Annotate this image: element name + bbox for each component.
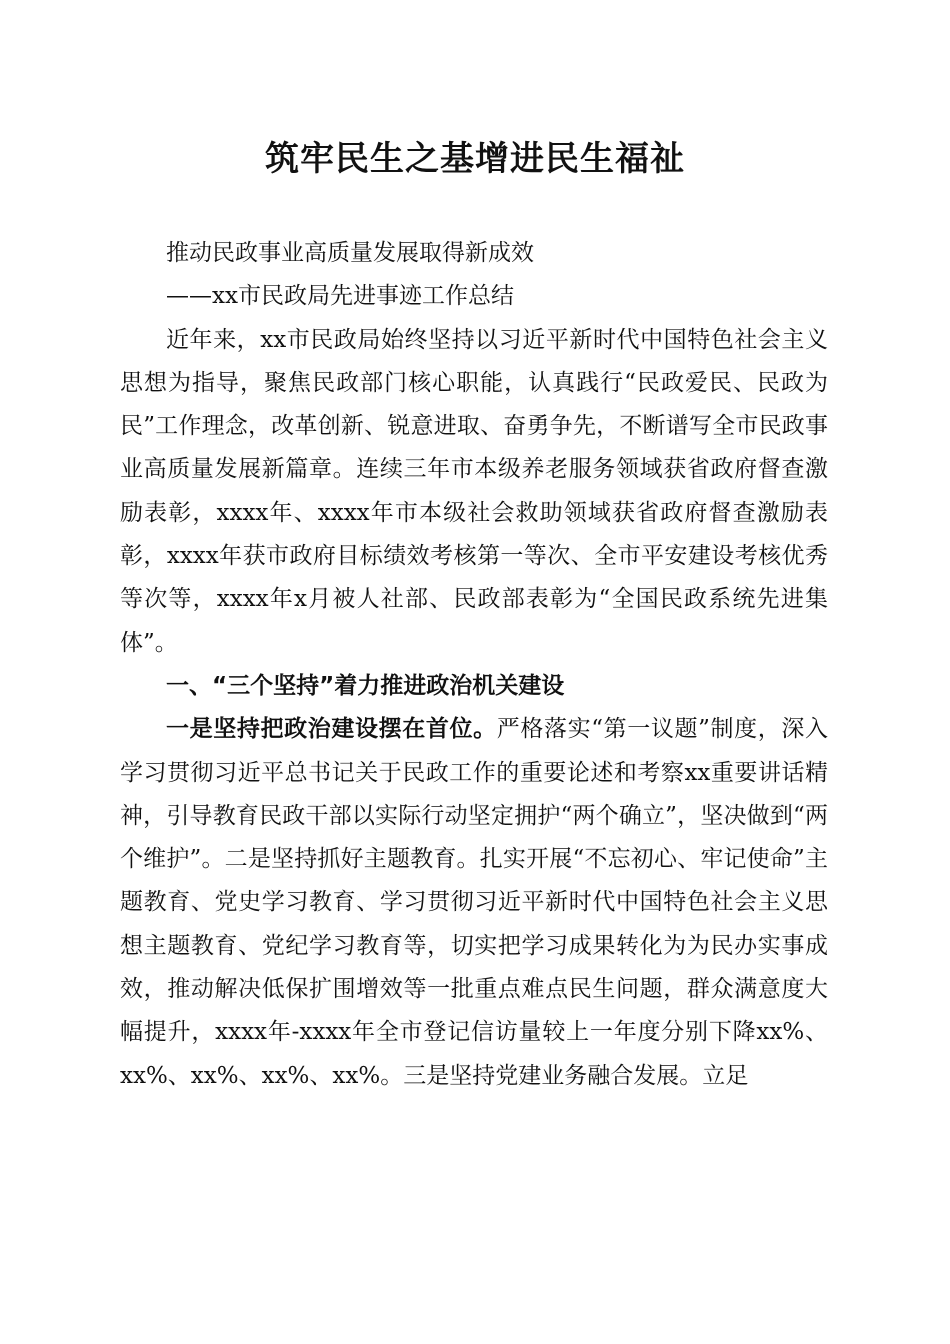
intro-paragraph: 近年来，xx市民政局始终坚持以习近平新时代中国特色社会主义思想为指导，聚焦民政部门核心职能，认真践行“民政爱民、民政为民”工作理念，改革创新、锐意进取、奋勇争先，不断谱写全市民政事业高质量发展新篇章。连续三年市本级养老服务领域获省政府督查激励表彰，xxxx年、xxxx年市本级社会救助领域获省政府督查激励表彰，xxxx年获市政府目标绩效考核第一等次、全市平安建设考核优秀等次等，xxxx年x月被人社部、民政部表彰为“全国民政系统先进集体”。	[120, 326, 828, 656]
subtitle: 推动民政事业高质量发展取得新成效	[166, 240, 534, 266]
section-body: 严格落实“第一议题”制度，深入学习贯彻习近平总书记关于民政工作的重要论述和考察xx重要讲话精神，引导教育民政干部以实际行动坚定拥护“两个确立”，坚决做到“两个维护”。二是坚持抓好主题教育。扎实开展“不忘初心、牢记使命”主题教育、党史学习教育、学习贯彻习近平新时代中国特色社会主义思想主题教育、党纪学习教育等，切实把学习成果转化为为民办实事成效，推动解决低保扩围增效等一批重点难点民生问题，群众满意度大幅提升，xxxx年-xxxx年全市登记信访量较上一年度分别下降xx%、xx%、xx%、xx%、xx%。三是坚持党建业务融合发展。立足	[120, 716, 828, 1089]
document-body	[120, 232, 828, 1098]
document-title: 筑牢民生之基增进民生福祉	[265, 139, 685, 179]
section-heading: 一、“三个坚持”着力推进政治机关建设	[166, 672, 565, 699]
byline: ——xx市民政局先进事迹工作总结	[166, 283, 514, 310]
section-paragraph	[120, 708, 828, 1098]
section-lead: 一是坚持把政治建设摆在首位。	[166, 716, 497, 743]
